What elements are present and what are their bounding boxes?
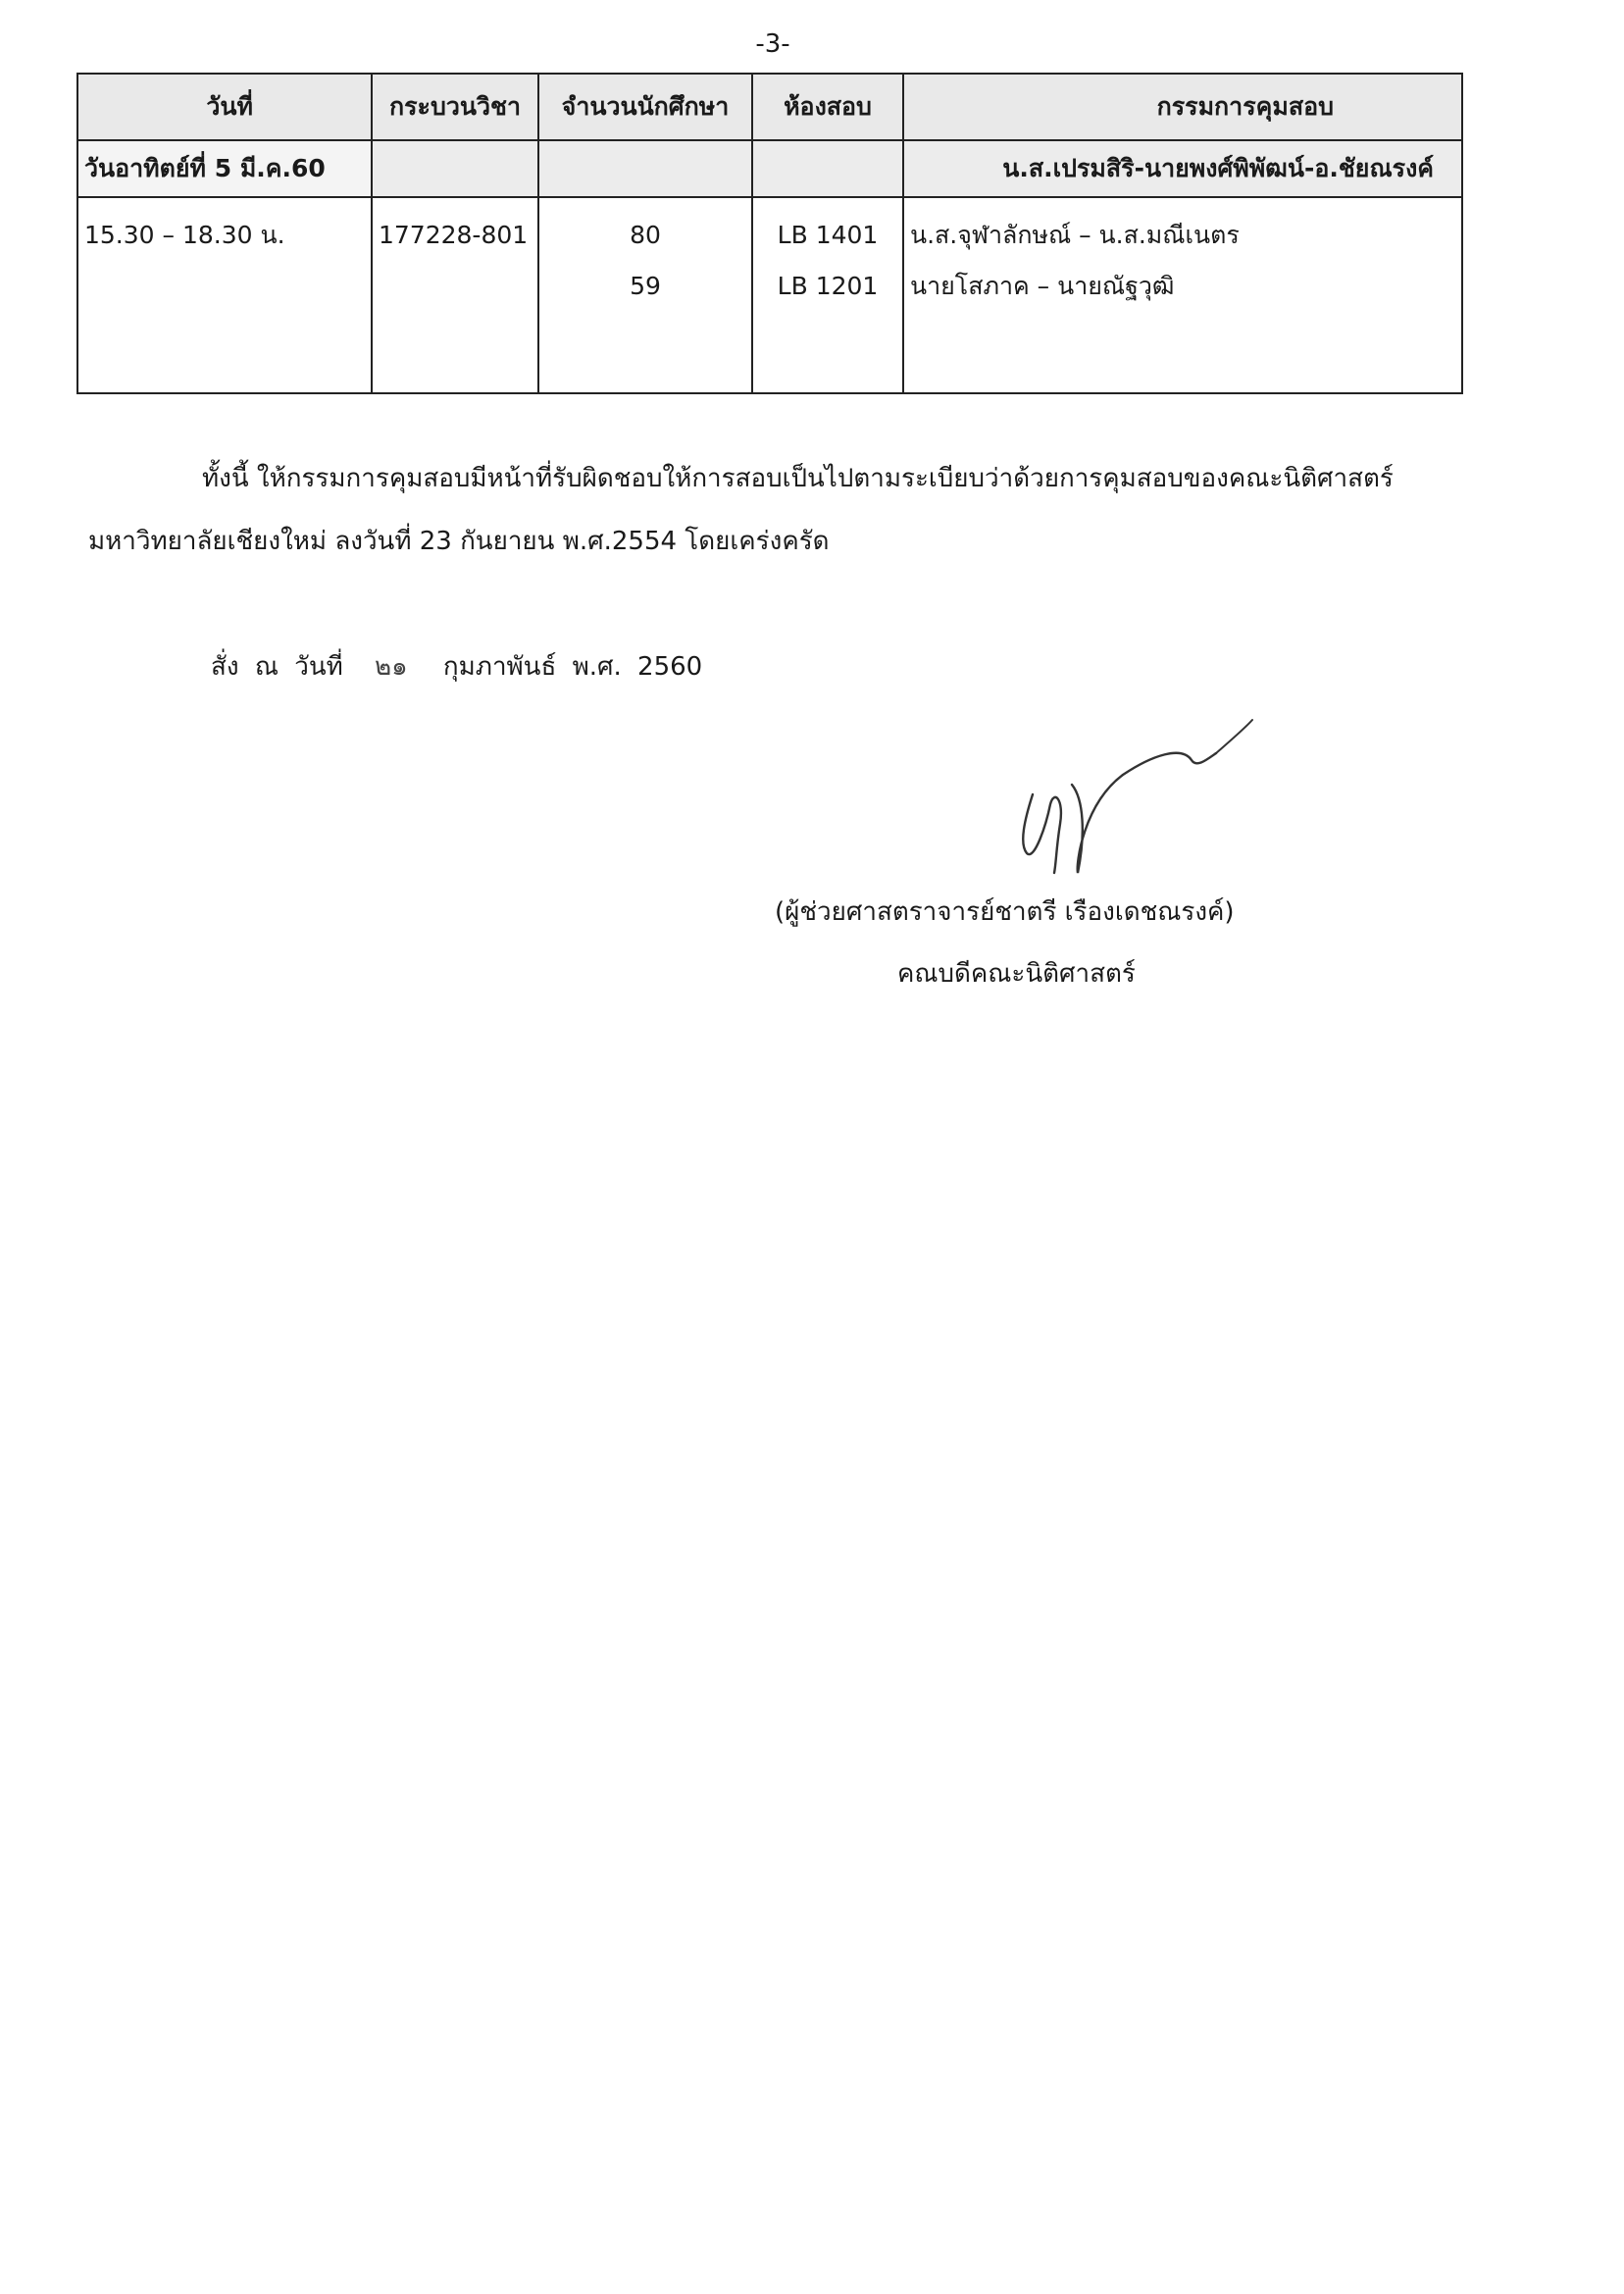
header-room: ห้องสอบ (752, 74, 903, 140)
proctors-1: น.ส.จุฬาลักษณ์ – น.ส.มณีเนตร (910, 221, 1240, 249)
page-number: -3- (755, 29, 790, 59)
table-header-row (77, 74, 1462, 140)
handwritten-signature (995, 706, 1270, 883)
students-count-1: 80 (630, 221, 661, 249)
day-empty-course (372, 140, 538, 197)
course-code: 177228-801 (379, 221, 529, 249)
session-course (372, 197, 538, 393)
session-row (77, 197, 1462, 393)
session-time-text: 15.30 – 18.30 น. (84, 221, 285, 249)
header-date: วันที่ (77, 74, 372, 140)
exam-schedule-table (76, 73, 1463, 394)
header-students: จำนวนนักศึกษา (538, 74, 752, 140)
day-row (77, 140, 1462, 197)
proctors-2: นายโสภาค – นายณัฐวุฒิ (910, 272, 1175, 300)
signer-name: (ผู้ช่วยศาสตราจารย์ชาตรี เรืองเดชณรงค์) (775, 897, 1235, 927)
room-1: LB 1401 (777, 221, 879, 249)
day-label: วันอาทิตย์ที่ 5 มี.ค.60 (77, 140, 372, 197)
session-time (77, 197, 372, 393)
session-students (538, 197, 752, 393)
order-day-handwritten: ๒๑ (375, 652, 408, 682)
room-2: LB 1201 (777, 272, 879, 300)
day-chief-proctors: น.ส.เปรมสิริ-นายพงศ์พิพัฒน์-อ.ชัยณรงค์ (903, 140, 1462, 197)
day-empty-students (538, 140, 752, 197)
session-proctors (903, 197, 1462, 393)
order-prefix: สั่ง ณ วันที่ (211, 652, 343, 682)
day-empty-room (752, 140, 903, 197)
session-rooms (752, 197, 903, 393)
regulation-paragraph-line2: มหาวิทยาลัยเชียงใหม่ ลงวันที่ 23 กันยายน พ.ศ.2554 โดยเคร่งครัด (88, 527, 830, 556)
signer-title: คณบดีคณะนิติศาสตร์ (897, 959, 1136, 989)
regulation-paragraph-line1: ทั้งนี้ ให้กรรมการคุมสอบมีหน้าที่รับผิดชอบให้การสอบเป็นไปตามระเบียบว่าด้วยการคุมสอบของคณะนิติศาสตร์ (202, 464, 1394, 493)
order-suffix: กุมภาพันธ์ พ.ศ. 2560 (442, 652, 703, 682)
header-proctors: กรรมการคุมสอบ (903, 74, 1462, 140)
order-date-line (211, 647, 702, 687)
header-course: กระบวนวิชา (372, 74, 538, 140)
students-count-2: 59 (630, 272, 661, 300)
